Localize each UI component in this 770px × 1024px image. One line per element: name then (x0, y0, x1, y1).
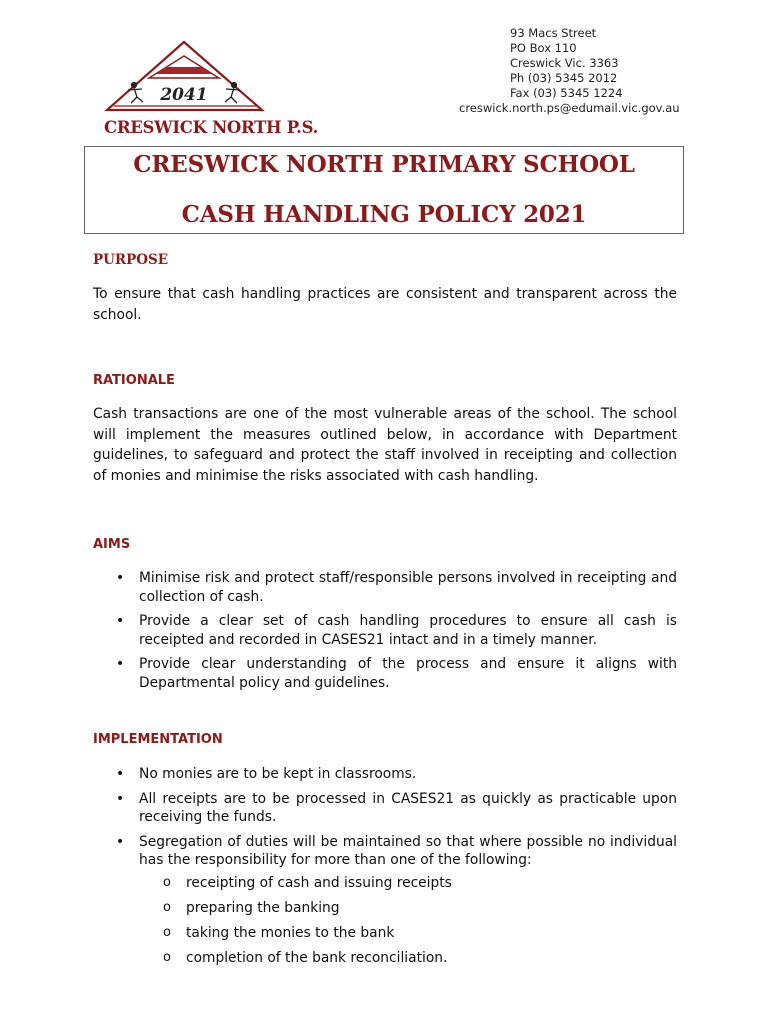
implementation-item-segregation (93, 833, 677, 968)
implementation-item: • No monies are to be kept in classrooms. (93, 765, 677, 784)
sub-list-item: o preparing the banking (139, 899, 677, 918)
rationale-text: Cash transactions are one of the most vulnerable areas of the school. The school will implement the measures outlined below, in accordance with Department guidelines, to safeguard and protect the staff involved in receipting and collection of monies and minimise the risks associated with cash handling. (93, 406, 677, 485)
address-fax: Fax (03) 5345 1224 (510, 86, 623, 100)
aims-item: • Minimise risk and protect staff/responsible persons involved in receipting and collection of cash. (93, 569, 677, 606)
address-phone: Ph (03) 5345 2012 (510, 71, 618, 85)
aims-item: • Provide a clear set of cash handling procedures to ensure all cash is receipted and recorded in CASES21 intact and in a timely manner. (93, 612, 677, 649)
implementation-list (93, 765, 677, 974)
purpose-text: To ensure that cash handling practices are consistent and transparent across the school. (93, 286, 677, 323)
segregation-sub-list (139, 874, 677, 968)
address-po-box: PO Box 110 (510, 41, 577, 55)
implementation-item-text: Segregation of duties will be maintained so that where possible no individual has the responsibility for more than one of the following: (139, 833, 677, 868)
sub-list-item: o completion of the bank reconciliation. (139, 949, 677, 968)
logo-year: 2041 (160, 85, 208, 105)
aims-item: • Provide clear understanding of the process and ensure it aligns with Departmental policy and guidelines. (93, 655, 677, 692)
implementation-heading: IMPLEMENTATION (93, 732, 223, 747)
rationale-heading: RATIONALE (93, 373, 175, 388)
logo-figure-left (128, 83, 143, 104)
logo-caption: CRESWICK NORTH P.S. (104, 118, 319, 137)
address-town: Creswick Vic. 3363 (510, 56, 619, 70)
aims-list (93, 569, 677, 698)
aims-heading: AIMS (93, 537, 131, 552)
sub-list-item: o taking the monies to the bank (139, 924, 677, 943)
implementation-item: • All receipts are to be processed in CASES21 as quickly as practicable upon receiving the funds. (93, 790, 677, 827)
address-email: creswick.north.ps@edumail.vic.gov.au (459, 101, 680, 115)
address-block (459, 26, 699, 116)
address-street: 93 Macs Street (510, 26, 597, 40)
logo-figure-right (225, 83, 240, 104)
title-box (84, 146, 684, 234)
school-name-title: CRESWICK NORTH PRIMARY SCHOOL (133, 151, 635, 178)
policy-title: CASH HANDLING POLICY 2021 (181, 201, 587, 228)
sub-list-item: o receipting of cash and issuing receipts (139, 874, 677, 893)
purpose-heading: PURPOSE (93, 252, 169, 268)
